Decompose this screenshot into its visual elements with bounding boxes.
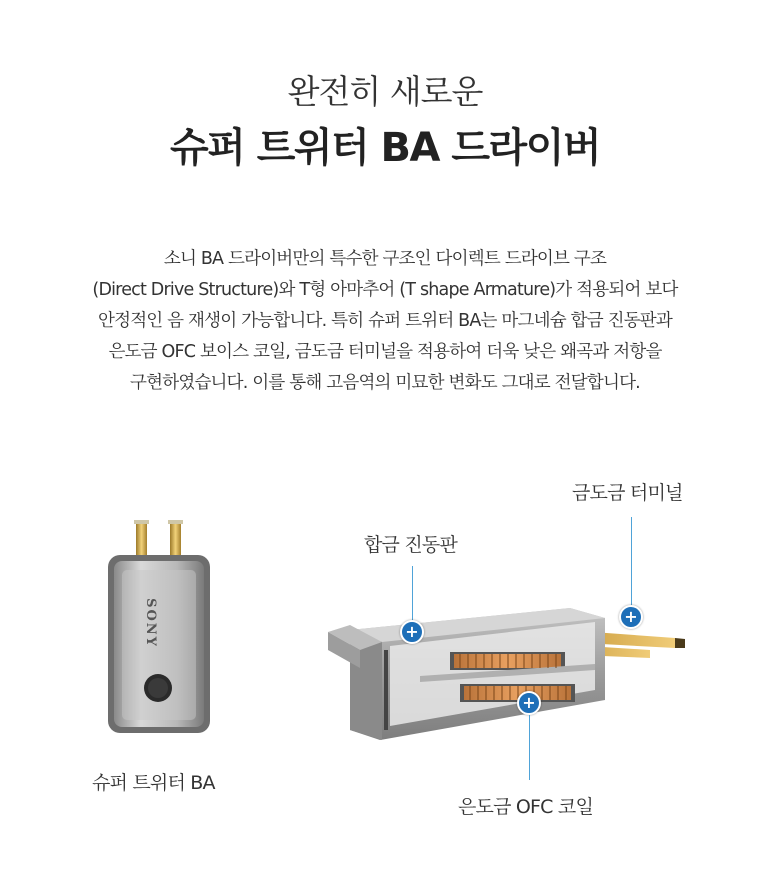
- diaphragm-label: 합금 진동판: [364, 534, 458, 556]
- page-title: 슈퍼 트위터 BA 드라이버: [170, 125, 600, 171]
- product-caption: 슈퍼 트위터 BA: [92, 772, 215, 794]
- description-line: (Direct Drive Structure)와 T형 아마추어 (T shape Armature)가 적용되어 보다: [92, 280, 678, 300]
- coil-plus-icon[interactable]: +: [517, 691, 541, 715]
- description-line: 안정적인 음 재생이 가능합니다. 특히 슈퍼 트위터 BA는 마그네슘 합금 진동판과: [97, 311, 673, 331]
- description-line: 은도금 OFC 보이스 코일, 금도금 터미널을 적용하여 더욱 낮은 왜곡과 저항을: [108, 342, 662, 362]
- coil-lead-line: [529, 715, 530, 780]
- coil-label: 은도금 OFC 코일: [458, 796, 593, 818]
- page-subtitle: 완전히 새로운: [287, 72, 483, 111]
- diaphragm-plus-icon[interactable]: +: [400, 620, 424, 644]
- ba-driver-product-image: [100, 515, 220, 735]
- brand-logo: SONY: [143, 598, 158, 648]
- diaphragm-lead-line: [412, 566, 413, 622]
- description-text: [40, 244, 730, 399]
- description-line: 구현하였습니다. 이를 통해 고음역의 미묘한 변화도 그대로 전달합니다.: [130, 373, 640, 393]
- description-line: 소니 BA 드라이버만의 특수한 구조인 다이렉트 드라이브 구조: [163, 249, 607, 269]
- terminal-label: 금도금 터미널: [572, 482, 683, 504]
- terminal-lead-line: [631, 517, 632, 607]
- terminal-plus-icon[interactable]: +: [619, 605, 643, 629]
